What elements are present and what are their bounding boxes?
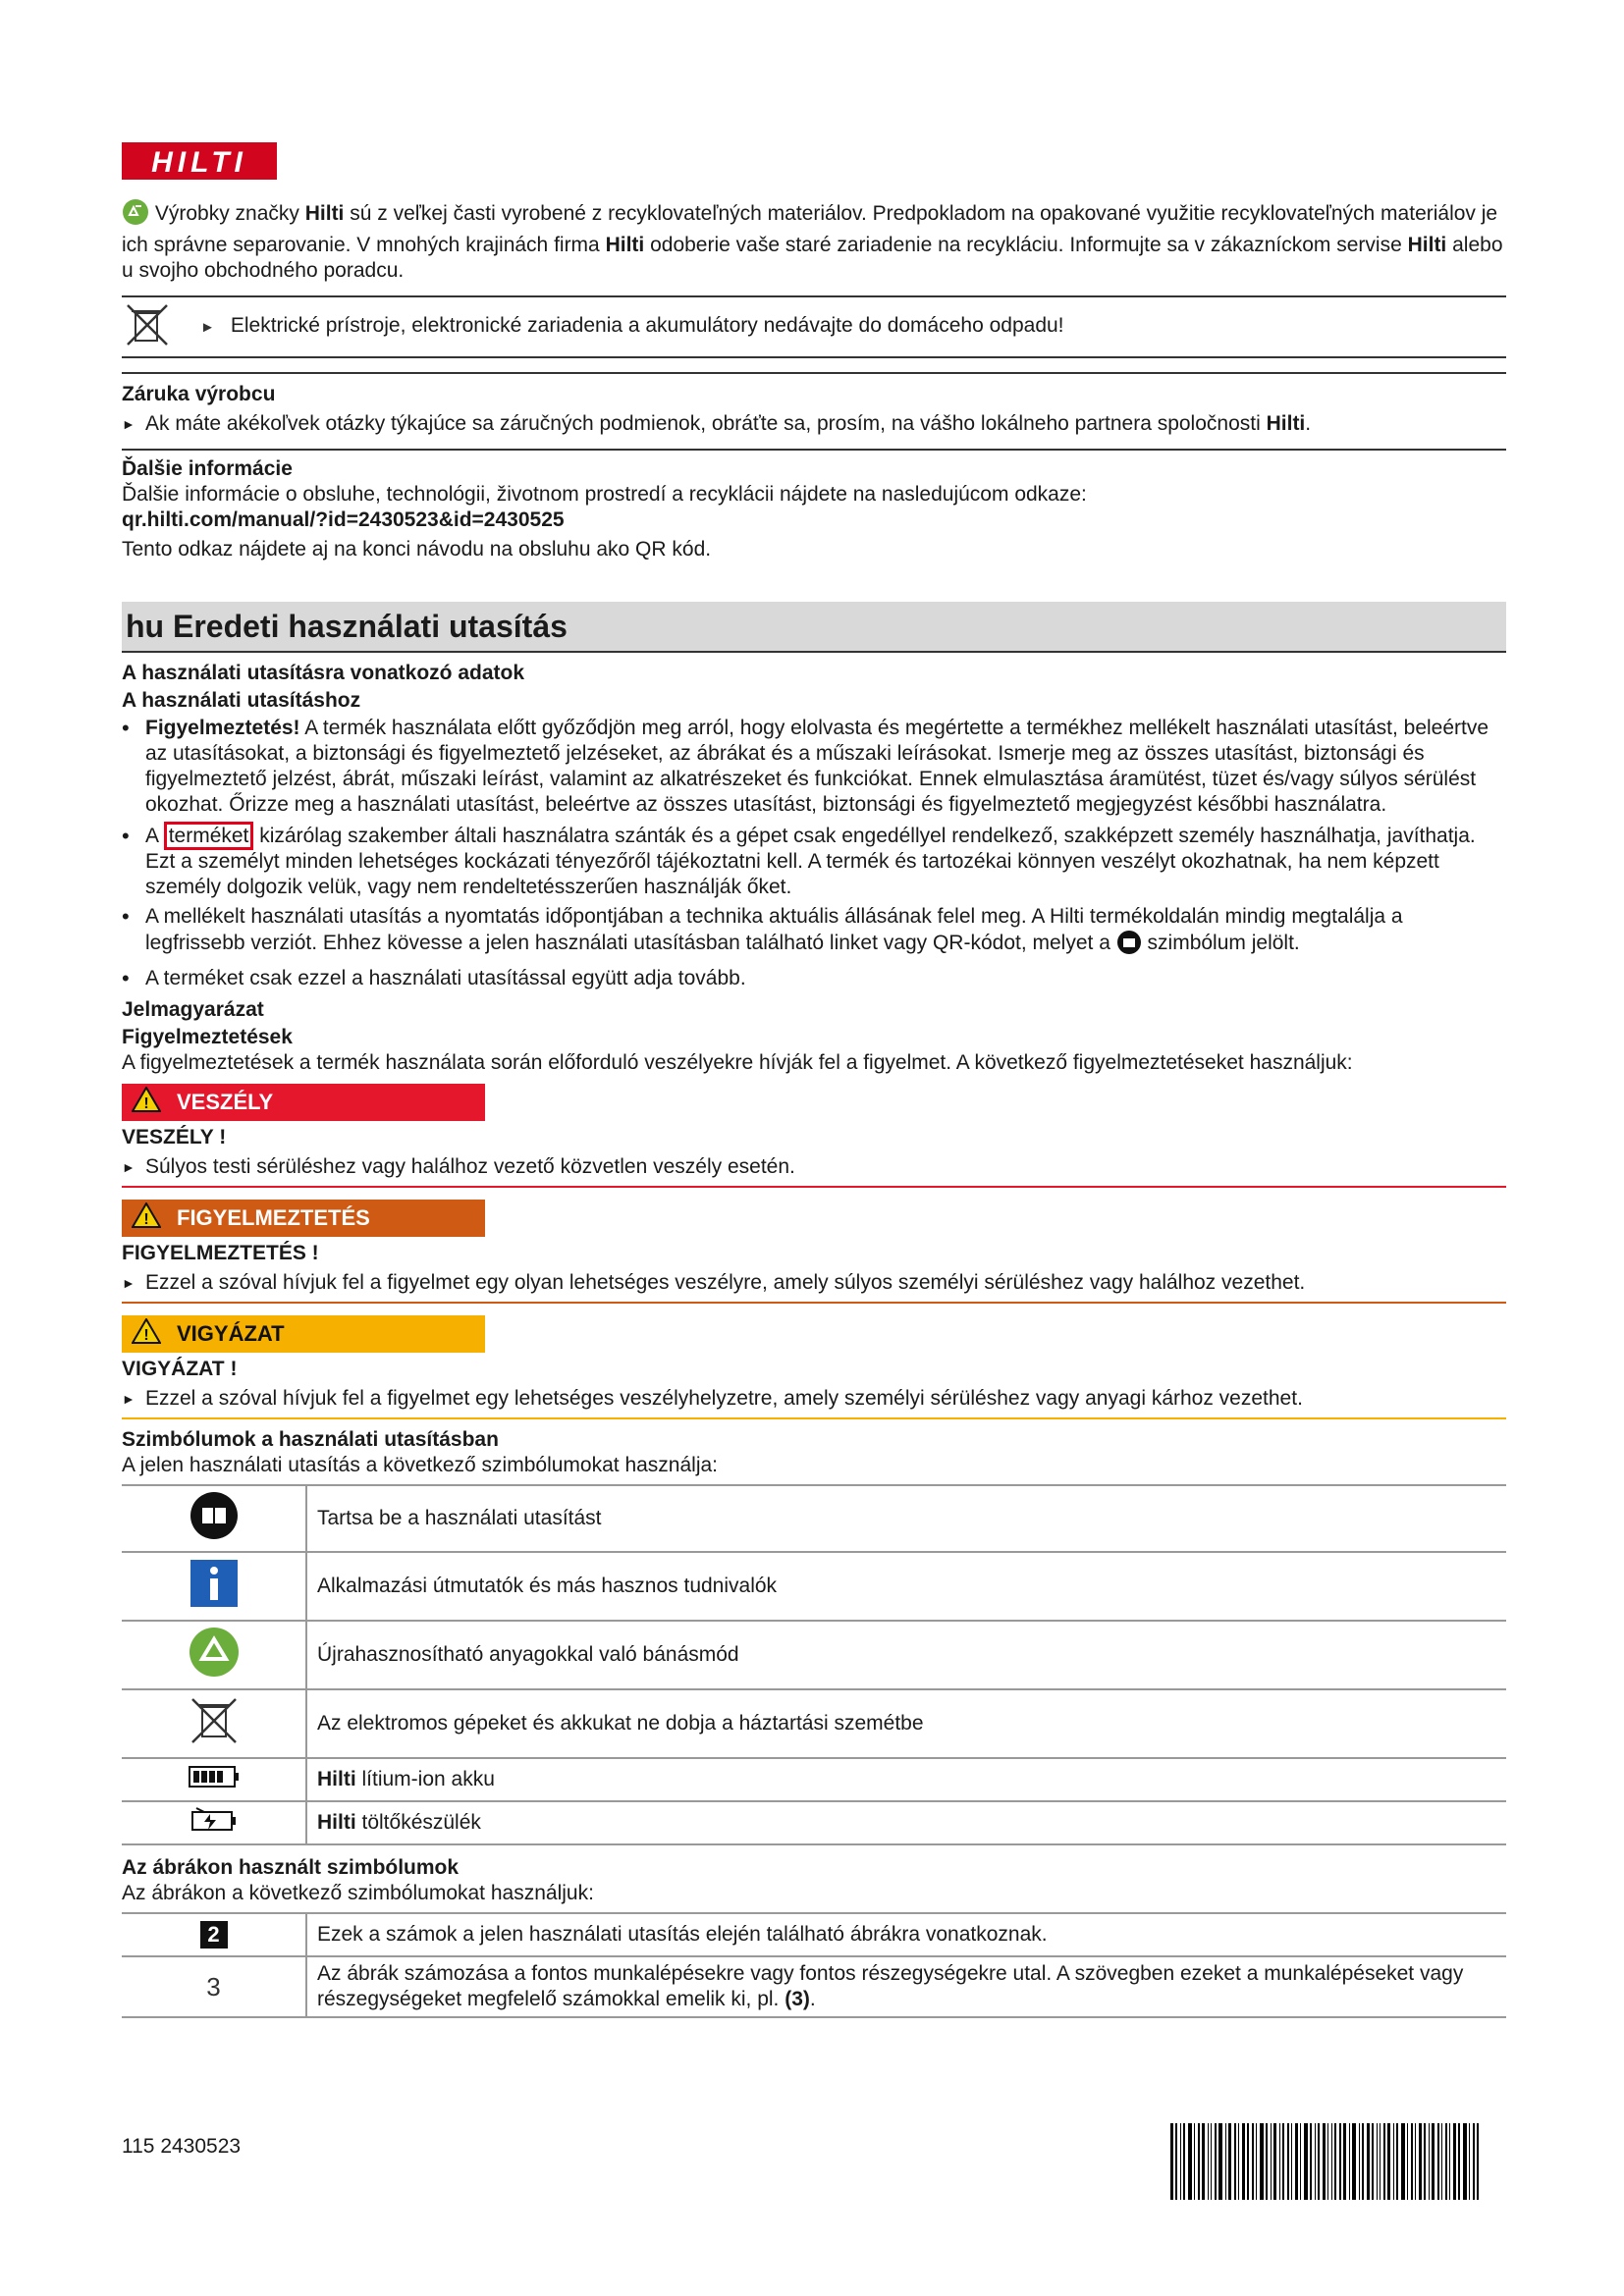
warning-triangle-icon xyxy=(132,1318,161,1350)
warning-text: ► Ezzel a szóval hívjuk fel a figyelmet egy olyan lehetséges veszélyre, amely súlyos személyi sérüléshez vagy halálhoz vezethet. xyxy=(122,1270,1506,1304)
legend-heading: Jelmagyarázat xyxy=(122,998,264,1021)
caution-text: ► Ezzel a szóval hívjuk fel a figyelmet egy lehetséges veszélyhelyzetre, amely személyi sérüléshez vagy anyagi kárhoz vezethet. xyxy=(122,1386,1506,1419)
warning-triangle-icon xyxy=(132,1087,161,1118)
table-row: Alkalmazási útmutatók és más hasznos tudnivalók xyxy=(122,1552,1506,1621)
table-row: Tartsa be a használati utasítást xyxy=(122,1485,1506,1552)
weee-notice: ► Elektrické prístroje, elektronické zariadenia a akumulátory nedávajte do domáceho odpadu! xyxy=(122,295,1506,358)
figure-number-symbol: 2 xyxy=(200,1921,228,1949)
subheading-data: A használati utasításra vonatkozó adatok xyxy=(122,662,525,684)
info-icon xyxy=(189,1591,240,1614)
figure-symbols-table xyxy=(122,1912,1506,2018)
table-row: Újrahasznosítható anyagokkal való bánásmód xyxy=(122,1621,1506,1689)
battery-icon xyxy=(189,1771,240,1793)
recycling-paragraph: Výrobky značky Hilti sú z veľkej časti vyrobené z recyklovateľných materiálov. Predpokladom na opakované využitie recyklovateľných materiálov je ich správne separovanie. V mnohých krajinách firma Hilti odoberie vaše staré zariadenie na recykláciu. Informujte sa v zákazníckom servise Hilti alebo u svojho obchodného poradcu. xyxy=(122,198,1506,284)
read-manual-icon xyxy=(1116,930,1142,962)
warranty-heading: Záruka výrobcu xyxy=(122,383,276,405)
crossed-bin-icon xyxy=(122,299,173,355)
symbols-intro: A jelen használati utasítás a következő szimbólumokat használja: xyxy=(122,1454,719,1476)
subheading-manual: A használati utasításhoz xyxy=(122,689,361,712)
list-item: • Figyelmeztetés! A termék használata előtt győződjön meg arról, hogy elolvasta és megértette a termékhez mellékelt használati utasítást, beleértve az utasításokat, a biztonsági és figyelmeztető jelzéseket, az ábrákat és a műszaki leírásokat. Ismerje meg az összes utasítást, biztonsági és figyelmeztető jelzést, ábrát, műszaki leírást, valamint az alkatrészeket és funkciókat. Ennek elmulasztása áramütést, tüzet és/vagy súlyos sérülést okozhat. Őrizze meg a használati utasítást, beleértve az összes utasítást, biztonsági és figyelmeztető megjegyzést későbbi használatra. xyxy=(122,716,1489,816)
svg-text:!: ! xyxy=(143,1327,149,1344)
table-row: 2 Ezek a számok a jelen használati utasítás elején található ábrákra vonatkoznak. xyxy=(122,1913,1506,1956)
warning-triangle-icon xyxy=(132,1202,161,1234)
figure-symbols-heading: Az ábrákon használt szimbólumok xyxy=(122,1856,460,1879)
barcode xyxy=(1170,2123,1505,2200)
symbols-heading: Szimbólumok a használati utasításban xyxy=(122,1428,499,1451)
section-title-bar xyxy=(122,602,1506,653)
list-item: • A terméket kizárólag szakember általi használatra szánták és a gépet csak engedéllyel rendelkező, szakképzett személy használhatja, javíthatja. Ezt a személyt minden lehetséges kockázati tényezőről tájékoztatni kell. A termék és tartozékai könnyen veszélyt okozhatnak, ha nem képzett személy dolgozik velük, vagy nem rendeltetésszerűen használják őket. xyxy=(122,824,1476,898)
recycle-icon xyxy=(122,198,149,233)
warranty-text: ► Ak máte akékoľvek otázky týkajúce sa záručných podmienok, obráťte sa, prosím, na vášho lokálneho partnera spoločnosti Hilti. xyxy=(122,412,1312,435)
more-info-text: Ďalšie informácie o obsluhe, technológii, životnom prostredí a recyklácii nájdete na nasledujúcom odkaze: xyxy=(122,483,1087,506)
page-number: 115 2430523 xyxy=(122,2135,242,2158)
more-info-note: Tento odkaz nájdete aj na konci návodu na obsluhu ako QR kód. xyxy=(122,538,712,561)
bullet-arrow-icon: ► xyxy=(200,319,215,336)
manual-page xyxy=(122,142,1506,2018)
svg-text:!: ! xyxy=(143,1095,149,1112)
table-row: Az elektromos gépeket és akkukat ne dobja a háztartási szemétbe xyxy=(122,1689,1506,1758)
svg-text:!: ! xyxy=(143,1211,149,1228)
warning-title: FIGYELMEZTETÉS ! xyxy=(122,1242,319,1264)
charger-icon xyxy=(187,1816,242,1839)
table-row: Hilti lítium-ion akku xyxy=(122,1758,1506,1801)
caution-title: VIGYÁZAT ! xyxy=(122,1358,238,1380)
bullet-arrow-icon: ► xyxy=(122,416,135,432)
danger-title: VESZÉLY ! xyxy=(122,1126,227,1148)
caution-badge: ! VIGYÁZAT xyxy=(122,1315,485,1353)
hilti-logo: HILTI xyxy=(122,142,277,180)
list-item: • A terméket csak ezzel a használati utasítással együtt adja tovább. xyxy=(122,966,746,990)
warnings-intro: A figyelmeztetések a termék használata során előforduló veszélyekre hívják fel a figyelmet. A következő figyelmeztetéseket használjuk: xyxy=(122,1051,1353,1074)
read-manual-icon xyxy=(189,1523,240,1546)
section-title: hu Eredeti használati utasítás xyxy=(126,608,568,644)
step-number-symbol: 3 xyxy=(206,1971,221,2002)
table-row: 3 Az ábrák számozása a fontos munkalépésekre vagy fontos részegységekre utal. A szövegben ezeket a munkalépéseket vagy részegységeket megfelelő számokkal emelik ki, pl. (3). xyxy=(122,1956,1506,2017)
symbols-table xyxy=(122,1484,1506,1845)
list-item: • A mellékelt használati utasítás a nyomtatás időpontjában a technika aktuális állásának felel meg. A Hilti termékoldalán mindig megtalálja a legfrissebb verziót. Ehhez kövesse a jelen használati utasításban található linket vagy QR-kódot, melyet a szimbólum jelölt. xyxy=(122,904,1506,962)
danger-text: ► Súlyos testi sérüléshez vagy halálhoz vezető közvetlen veszély esetén. xyxy=(122,1154,1506,1188)
more-info-heading: Ďalšie informácie xyxy=(122,457,293,480)
more-info-link[interactable]: qr.hilti.com/manual/?id=2430523&id=2430525 xyxy=(122,508,565,531)
warnings-heading: Figyelmeztetések xyxy=(122,1026,293,1048)
recycle-icon xyxy=(188,1661,241,1683)
danger-badge: ! VESZÉLY xyxy=(122,1084,485,1121)
table-row: Hilti töltőkészülék xyxy=(122,1801,1506,1844)
crossed-bin-icon xyxy=(187,1731,242,1753)
figure-symbols-intro: Az ábrákon a következő szimbólumokat használjuk: xyxy=(122,1882,594,1904)
highlighted-word: terméket xyxy=(164,822,254,850)
warning-badge: ! FIGYELMEZTETÉS xyxy=(122,1200,485,1237)
